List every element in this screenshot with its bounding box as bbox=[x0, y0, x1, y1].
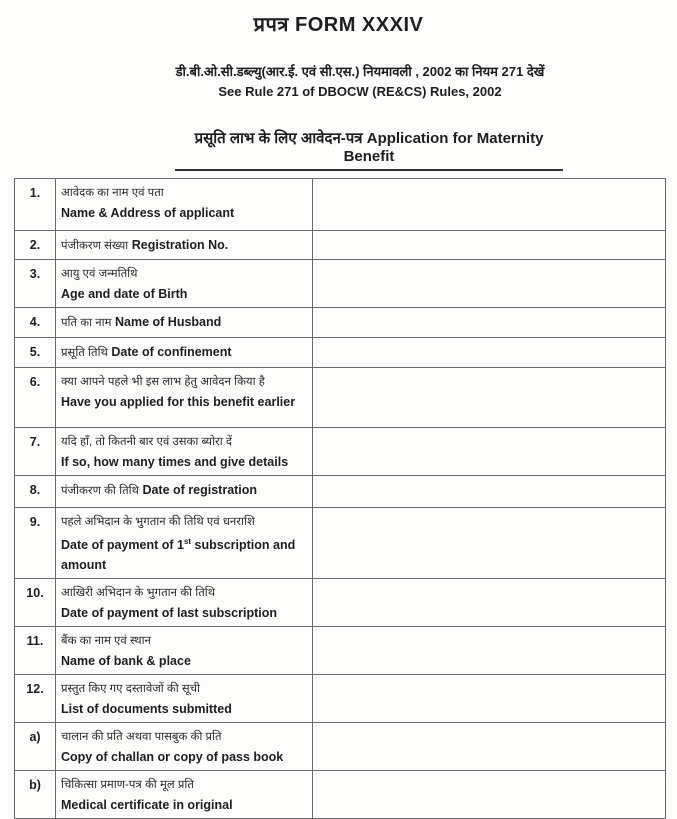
answer-field-last-subscription[interactable] bbox=[313, 579, 666, 627]
table-row bbox=[15, 338, 666, 368]
table-row bbox=[15, 771, 666, 819]
label-english: Name of Husband bbox=[115, 315, 222, 329]
application-table bbox=[14, 178, 666, 819]
label-hindi: आवेदक का नाम एवं पता bbox=[61, 187, 164, 199]
table-row bbox=[15, 675, 666, 723]
label-english: Name & Address of applicant bbox=[61, 206, 235, 220]
label-english: Date of registration bbox=[142, 483, 258, 497]
row-number: 4. bbox=[15, 308, 56, 338]
label-hindi: यदि हाँ, तो कितनी बार एवं उसका ब्योरा दें bbox=[61, 436, 233, 448]
row-number: a) bbox=[15, 723, 56, 771]
label-hindi: प्रसूति तिथि bbox=[61, 347, 108, 359]
table-row bbox=[15, 308, 666, 338]
label-hindi: चालान की प्रति अथवा पासबुक की प्रति bbox=[61, 731, 222, 744]
row-label bbox=[56, 231, 313, 260]
row-label bbox=[56, 771, 313, 819]
row-label bbox=[56, 579, 313, 627]
label-hindi: चिकित्सा प्रमाण-पत्र की मूल प्रति bbox=[61, 779, 194, 792]
row-label bbox=[56, 508, 313, 579]
answer-field-confinement-date[interactable] bbox=[313, 338, 666, 368]
row-number: 7. bbox=[15, 428, 56, 476]
answer-field-age-dob[interactable] bbox=[313, 260, 666, 308]
row-number: 3. bbox=[15, 260, 56, 308]
table-row bbox=[15, 508, 666, 579]
answer-field-times-details[interactable] bbox=[313, 428, 666, 476]
answer-field-medical-certificate[interactable] bbox=[313, 771, 666, 819]
answer-field-registration-no[interactable] bbox=[313, 231, 666, 260]
table-row bbox=[15, 179, 666, 231]
row-number: b) bbox=[15, 771, 56, 819]
row-number: 8. bbox=[15, 476, 56, 508]
table-row bbox=[15, 476, 666, 508]
form-subject: प्रसूति लाभ के लिए आवेदन-पत्र Application for Maternity Benefit bbox=[175, 128, 563, 171]
table-row bbox=[15, 260, 666, 308]
answer-field-documents[interactable] bbox=[313, 675, 666, 723]
row-label bbox=[56, 476, 313, 508]
label-hindi: बैंक का नाम एवं स्थान bbox=[61, 635, 151, 648]
label-hindi: पति का नाम bbox=[61, 317, 112, 329]
label-hindi: पहले अभिदान के भुगतान की तिथि एवं धनराशि bbox=[61, 516, 255, 528]
row-label bbox=[56, 338, 313, 368]
rule-reference-english: See Rule 271 of DBOCW (RE&CS) Rules, 2002 bbox=[218, 84, 502, 99]
label-english: Registration No. bbox=[131, 238, 229, 252]
answer-field-challan-copy[interactable] bbox=[313, 723, 666, 771]
table-row bbox=[15, 723, 666, 771]
label-english: Name of bank & place bbox=[61, 654, 191, 669]
row-number: 12. bbox=[15, 675, 56, 723]
row-label bbox=[56, 260, 313, 308]
row-label bbox=[56, 627, 313, 675]
table-row bbox=[15, 368, 666, 428]
label-english: Date of payment of last subscription bbox=[61, 606, 278, 621]
label-english: Age and date of Birth bbox=[61, 287, 188, 301]
label-english: Date of confinement bbox=[111, 345, 232, 359]
row-number: 2. bbox=[15, 231, 56, 260]
label-hindi: पंजीकरण की तिथि bbox=[61, 485, 139, 497]
row-label bbox=[56, 368, 313, 428]
row-label bbox=[56, 723, 313, 771]
label-english bbox=[61, 532, 307, 575]
row-number: 5. bbox=[15, 338, 56, 368]
answer-field-first-subscription[interactable] bbox=[313, 508, 666, 579]
label-english: List of documents submitted bbox=[61, 702, 232, 717]
row-label bbox=[56, 675, 313, 723]
answer-field-registration-date[interactable] bbox=[313, 476, 666, 508]
label-english-part: Date of payment of 1 bbox=[61, 538, 184, 553]
label-hindi: आयु एवं जन्मतिथि bbox=[61, 268, 138, 280]
row-label bbox=[56, 428, 313, 476]
row-number: 11. bbox=[15, 627, 56, 675]
table-row bbox=[15, 428, 666, 476]
row-number: 6. bbox=[15, 368, 56, 428]
table-row bbox=[15, 579, 666, 627]
label-hindi: आखिरी अभिदान के भुगतान की तिथि bbox=[61, 587, 216, 600]
label-english: Copy of challan or copy of pass book bbox=[61, 750, 284, 765]
label-english-part: subscription and amount bbox=[61, 538, 296, 573]
label-english: If so, how many times and give details bbox=[61, 455, 289, 469]
answer-field-applied-earlier[interactable] bbox=[313, 368, 666, 428]
table-row bbox=[15, 231, 666, 260]
label-hindi: प्रस्तुत किए गए दस्तावेजों की सूची bbox=[61, 683, 200, 696]
answer-field-bank-place[interactable] bbox=[313, 627, 666, 675]
ordinal-suffix: st bbox=[183, 537, 192, 546]
label-hindi: क्या आपने पहले भी इस लाभ हेतु आवेदन किया है bbox=[61, 376, 265, 388]
form-title: प्रपत्र FORM XXXIV bbox=[253, 14, 424, 36]
row-label bbox=[56, 308, 313, 338]
row-number: 1. bbox=[15, 179, 56, 231]
row-number: 10. bbox=[15, 579, 56, 627]
label-hindi: पंजीकरण संख्या bbox=[61, 240, 129, 252]
table-row bbox=[15, 627, 666, 675]
row-label bbox=[56, 179, 313, 231]
row-number: 9. bbox=[15, 508, 56, 579]
label-english: Have you applied for this benefit earlier bbox=[61, 395, 296, 409]
rule-reference-hindi: डी.बी.ओ.सी.डब्ल्यु(आर.ई. एवं सी.एस.) नियमावली , 2002 का नियम 271 देखें bbox=[175, 64, 545, 79]
label-english: Medical certificate in original bbox=[61, 798, 233, 813]
answer-field-husband-name[interactable] bbox=[313, 308, 666, 338]
answer-field-name-address[interactable] bbox=[313, 179, 666, 231]
